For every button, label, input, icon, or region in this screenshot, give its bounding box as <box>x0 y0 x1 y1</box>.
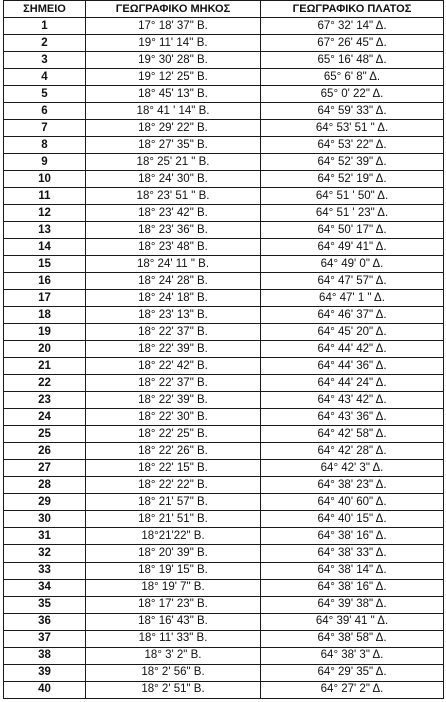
table-row <box>4 375 444 392</box>
longitude-cell: 19° 12' 25" Β. <box>86 69 261 86</box>
point-cell: 3 <box>4 52 86 69</box>
table-row <box>4 273 444 290</box>
table-row <box>4 528 444 545</box>
table-row <box>4 86 444 103</box>
point-cell: 13 <box>4 222 86 239</box>
latitude-cell: 67° 32' 14" Δ. <box>261 18 444 35</box>
latitude-cell: 64° 49' 0" Δ. <box>261 256 444 273</box>
table-row <box>4 290 444 307</box>
longitude-cell: 18° 22' 39" Β. <box>86 341 261 358</box>
longitude-cell: 18° 19' 15" Β. <box>86 562 261 579</box>
point-cell: 27 <box>4 460 86 477</box>
point-cell: 11 <box>4 188 86 205</box>
latitude-cell: 65° 0' 22" Δ. <box>261 86 444 103</box>
table-row <box>4 443 444 460</box>
point-cell: 35 <box>4 596 86 613</box>
latitude-cell: 64° 45' 20" Δ. <box>261 324 444 341</box>
point-cell: 31 <box>4 528 86 545</box>
coordinates-table-container <box>3 0 443 699</box>
table-row <box>4 120 444 137</box>
table-row <box>4 630 444 647</box>
latitude-cell: 64° 38' 33" Δ. <box>261 545 444 562</box>
table-row <box>4 477 444 494</box>
table-row <box>4 664 444 681</box>
point-cell: 19 <box>4 324 86 341</box>
longitude-cell: 18° 22' 22" Β. <box>86 477 261 494</box>
longitude-cell: 19° 30' 28" Β. <box>86 52 261 69</box>
latitude-cell: 64° 42' 3" Δ. <box>261 460 444 477</box>
table-row <box>4 239 444 256</box>
latitude-cell: 64° 38' 23" Δ. <box>261 477 444 494</box>
latitude-cell: 64° 27' 2" Δ. <box>261 681 444 698</box>
point-cell: 21 <box>4 358 86 375</box>
table-row <box>4 681 444 698</box>
point-cell: 17 <box>4 290 86 307</box>
longitude-cell: 18° 25' 21 " Β. <box>86 154 261 171</box>
point-cell: 34 <box>4 579 86 596</box>
latitude-cell: 64° 38' 16" Δ. <box>261 528 444 545</box>
table-row <box>4 341 444 358</box>
table-row <box>4 392 444 409</box>
point-cell: 33 <box>4 562 86 579</box>
latitude-cell: 64° 50' 17" Δ. <box>261 222 444 239</box>
longitude-cell: 18° 23' 51 " Β. <box>86 188 261 205</box>
point-cell: 1 <box>4 18 86 35</box>
longitude-cell: 18° 21' 51" Β. <box>86 511 261 528</box>
table-row <box>4 35 444 52</box>
longitude-cell: 18° 22' 39" Β. <box>86 392 261 409</box>
table-row <box>4 324 444 341</box>
latitude-cell: 64° 38' 16" Δ. <box>261 579 444 596</box>
point-cell: 23 <box>4 392 86 409</box>
point-cell: 16 <box>4 273 86 290</box>
latitude-cell: 64° 42' 58" Δ. <box>261 426 444 443</box>
coordinates-table <box>3 0 444 699</box>
table-row <box>4 511 444 528</box>
point-cell: 40 <box>4 681 86 698</box>
point-cell: 20 <box>4 341 86 358</box>
table-row <box>4 256 444 273</box>
point-cell: 10 <box>4 171 86 188</box>
table-row <box>4 613 444 630</box>
longitude-cell: 18° 24' 18" Β. <box>86 290 261 307</box>
point-cell: 24 <box>4 409 86 426</box>
latitude-cell: 64° 52' 19" Δ. <box>261 171 444 188</box>
table-row <box>4 137 444 154</box>
latitude-cell: 64° 47' 1 " Δ. <box>261 290 444 307</box>
latitude-cell: 65° 6' 8" Δ. <box>261 69 444 86</box>
longitude-cell: 18° 22' 42" Β. <box>86 358 261 375</box>
latitude-cell: 64° 43' 42" Δ. <box>261 392 444 409</box>
longitude-cell: 18° 22' 37" Β. <box>86 324 261 341</box>
point-cell: 8 <box>4 137 86 154</box>
longitude-cell: 18° 22' 30" Β. <box>86 409 261 426</box>
latitude-cell: 64° 38' 58" Δ. <box>261 630 444 647</box>
point-cell: 37 <box>4 630 86 647</box>
longitude-cell: 18° 22' 37" Β. <box>86 375 261 392</box>
longitude-cell: 18° 22' 26" Β. <box>86 443 261 460</box>
longitude-cell: 18° 29' 22" Β. <box>86 120 261 137</box>
longitude-cell: 18° 24' 28" Β. <box>86 273 261 290</box>
latitude-cell: 64° 47' 57" Δ. <box>261 273 444 290</box>
latitude-cell: 64° 59' 33" Δ. <box>261 103 444 120</box>
latitude-cell: 64° 29' 35" Δ. <box>261 664 444 681</box>
latitude-cell: 64° 44' 36" Δ. <box>261 358 444 375</box>
latitude-cell: 64° 46' 37" Δ. <box>261 307 444 324</box>
latitude-cell: 64° 51 ' 50" Δ. <box>261 188 444 205</box>
table-row <box>4 545 444 562</box>
point-cell: 15 <box>4 256 86 273</box>
table-row <box>4 307 444 324</box>
longitude-cell: 18° 23' 36" Β. <box>86 222 261 239</box>
longitude-cell: 18° 22' 15" Β. <box>86 460 261 477</box>
longitude-cell: 18°21'22" Β. <box>86 528 261 545</box>
latitude-cell: 64° 40' 60" Δ. <box>261 494 444 511</box>
table-row <box>4 52 444 69</box>
longitude-cell: 18° 24' 11 " Β. <box>86 256 261 273</box>
longitude-cell: 18° 23' 42" Β. <box>86 205 261 222</box>
longitude-cell: 19° 11' 14'' Β. <box>86 35 261 52</box>
table-row <box>4 494 444 511</box>
longitude-cell: 18° 19' 7" Β. <box>86 579 261 596</box>
latitude-cell: 65° 16' 48" Δ. <box>261 52 444 69</box>
latitude-cell: 64° 44' 42" Δ. <box>261 341 444 358</box>
table-row <box>4 579 444 596</box>
longitude-cell: 18° 41 ' 14" Β. <box>86 103 261 120</box>
longitude-cell: 18° 45' 13" Β. <box>86 86 261 103</box>
point-cell: 25 <box>4 426 86 443</box>
table-row <box>4 647 444 664</box>
point-cell: 30 <box>4 511 86 528</box>
latitude-cell: 64° 42' 28" Δ. <box>261 443 444 460</box>
latitude-cell: 64° 43' 36" Δ. <box>261 409 444 426</box>
table-row <box>4 426 444 443</box>
longitude-cell: 18° 23' 13" Β. <box>86 307 261 324</box>
table-row <box>4 596 444 613</box>
header-latitude: ΓΕΩΓΡΑΦΙΚΟ ΠΛΑΤΟΣ <box>261 1 444 18</box>
latitude-cell: 64° 38' 14" Δ. <box>261 562 444 579</box>
longitude-cell: 18° 11' 33" Β. <box>86 630 261 647</box>
point-cell: 6 <box>4 103 86 120</box>
point-cell: 32 <box>4 545 86 562</box>
table-row <box>4 103 444 120</box>
point-cell: 26 <box>4 443 86 460</box>
header-longitude: ΓΕΩΓΡΑΦΙΚΟ ΜΗΚΟΣ <box>86 1 261 18</box>
table-row <box>4 188 444 205</box>
longitude-cell: 18° 24' 30" Β. <box>86 171 261 188</box>
latitude-cell: 64° 51 ' 23" Δ. <box>261 205 444 222</box>
longitude-cell: 18° 16' 43" Β. <box>86 613 261 630</box>
point-cell: 4 <box>4 69 86 86</box>
latitude-cell: 64° 38' 3" Δ. <box>261 647 444 664</box>
latitude-cell: 64° 44' 24" Δ. <box>261 375 444 392</box>
point-cell: 38 <box>4 647 86 664</box>
point-cell: 18 <box>4 307 86 324</box>
table-row <box>4 409 444 426</box>
latitude-cell: 64° 53' 22" Δ. <box>261 137 444 154</box>
longitude-cell: 18° 21' 57" Β. <box>86 494 261 511</box>
table-row <box>4 358 444 375</box>
table-row <box>4 171 444 188</box>
longitude-cell: 18° 3' 2" Β. <box>86 647 261 664</box>
latitude-cell: 64° 39' 41 " Δ. <box>261 613 444 630</box>
point-cell: 36 <box>4 613 86 630</box>
table-row <box>4 154 444 171</box>
table-body <box>4 18 444 699</box>
table-row <box>4 562 444 579</box>
latitude-cell: 64° 49' 41" Δ. <box>261 239 444 256</box>
point-cell: 5 <box>4 86 86 103</box>
table-row <box>4 460 444 477</box>
longitude-cell: 18° 2' 56" Β. <box>86 664 261 681</box>
table-row <box>4 69 444 86</box>
point-cell: 2 <box>4 35 86 52</box>
table-row <box>4 222 444 239</box>
point-cell: 22 <box>4 375 86 392</box>
latitude-cell: 64° 40' 15" Δ. <box>261 511 444 528</box>
table-row <box>4 205 444 222</box>
header-point: ΣΗΜΕΙΟ <box>4 1 86 18</box>
table-header-row <box>4 1 444 18</box>
point-cell: 39 <box>4 664 86 681</box>
latitude-cell: 67° 26' 45'' Δ. <box>261 35 444 52</box>
point-cell: 28 <box>4 477 86 494</box>
latitude-cell: 64° 52' 39" Δ. <box>261 154 444 171</box>
longitude-cell: 17° 18' 37" Β. <box>86 18 261 35</box>
point-cell: 7 <box>4 120 86 137</box>
latitude-cell: 64° 53' 51 " Δ. <box>261 120 444 137</box>
longitude-cell: 18° 20' 39" Β. <box>86 545 261 562</box>
latitude-cell: 64° 39' 38" Δ. <box>261 596 444 613</box>
longitude-cell: 18° 17' 23" Β. <box>86 596 261 613</box>
longitude-cell: 18° 27' 35" Β. <box>86 137 261 154</box>
point-cell: 9 <box>4 154 86 171</box>
point-cell: 14 <box>4 239 86 256</box>
table-row <box>4 18 444 35</box>
point-cell: 29 <box>4 494 86 511</box>
longitude-cell: 18° 23' 48" Β. <box>86 239 261 256</box>
longitude-cell: 18° 22' 25" Β. <box>86 426 261 443</box>
point-cell: 12 <box>4 205 86 222</box>
longitude-cell: 18° 2' 51" Β. <box>86 681 261 698</box>
